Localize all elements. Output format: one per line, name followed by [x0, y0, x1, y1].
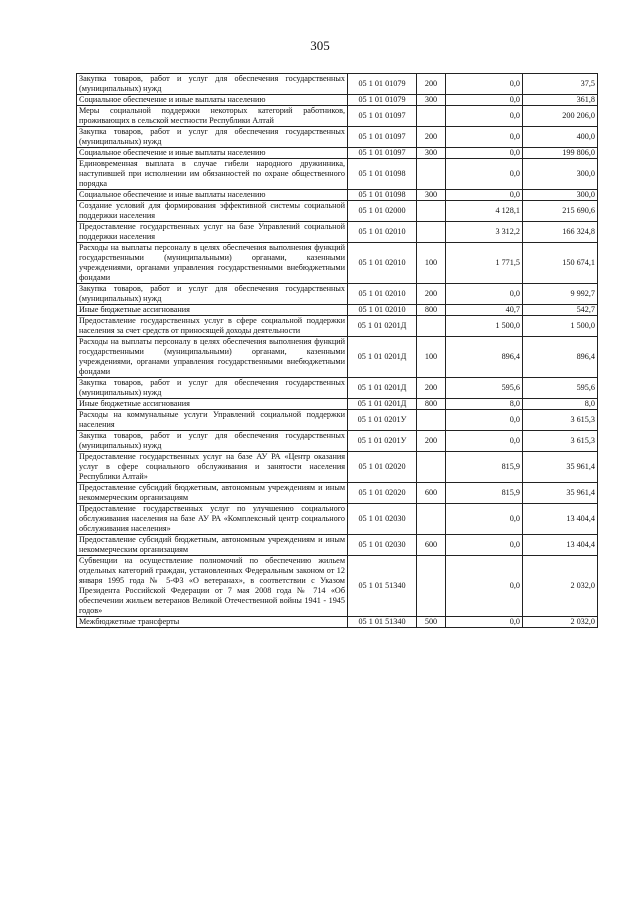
table-row: [77, 74, 598, 95]
row-value1-cell: 0,0: [446, 410, 523, 431]
table-row: [77, 148, 598, 159]
row-value2-cell: 400,0: [523, 127, 598, 148]
table-row: [77, 399, 598, 410]
row-value1-cell: 0,0: [446, 95, 523, 106]
row-type-cell: [417, 556, 446, 617]
row-type-cell: 100: [417, 337, 446, 378]
row-value2-cell: 8,0: [523, 399, 598, 410]
row-code-cell: 05 1 01 0201У: [348, 431, 417, 452]
row-name-cell: Расходы на выплаты персоналу в целях обеспечения выполнения функций государственными (муниципальными) органами, казенными учреждениями, органами управления государственными внебюджетными фондами: [77, 243, 348, 284]
row-name-cell: Закупка товаров, работ и услуг для обеспечения государственных (муниципальных) нужд: [77, 378, 348, 399]
table-row: [77, 483, 598, 504]
row-value2-cell: 3 615,3: [523, 431, 598, 452]
row-value2-cell: 35 961,4: [523, 483, 598, 504]
table-row: [77, 201, 598, 222]
row-code-cell: 05 1 01 0201Д: [348, 399, 417, 410]
row-name-cell: Создание условий для формирования эффективной системы социальной поддержки населения: [77, 201, 348, 222]
table-row: [77, 106, 598, 127]
row-name-cell: Закупка товаров, работ и услуг для обеспечения государственных (муниципальных) нужд: [77, 74, 348, 95]
row-value1-cell: 0,0: [446, 74, 523, 95]
row-name-cell: Расходы на выплаты персоналу в целях обеспечения выполнения функций государственными (муниципальными) органами, казенными учреждениями, органами управления государственными внебюджетными фондами: [77, 337, 348, 378]
row-value1-cell: 3 312,2: [446, 222, 523, 243]
row-type-cell: 300: [417, 148, 446, 159]
row-code-cell: 05 1 01 02030: [348, 535, 417, 556]
row-value2-cell: 1 500,0: [523, 316, 598, 337]
row-name-cell: Социальное обеспечение и иные выплаты населению: [77, 95, 348, 106]
row-type-cell: 100: [417, 243, 446, 284]
table-row: [77, 617, 598, 628]
row-name-cell: Межбюджетные трансферты: [77, 617, 348, 628]
row-value1-cell: 0,0: [446, 556, 523, 617]
row-name-cell: Единовременная выплата в случае гибели народного дружинника, наступившей при исполнении им обязанностей по охране общественного порядка: [77, 159, 348, 190]
table-row: [77, 243, 598, 284]
row-code-cell: 05 1 01 02010: [348, 284, 417, 305]
row-name-cell: Субвенции на осуществление полномочий по обеспечению жильем отдельных категорий граждан, установленных Федеральным законом от 12 января 1995 года № 5-ФЗ «О ветеранах», в соответствии с Указом Президента Российской Федерации от 7 мая 2008 года № 714 «Об обеспечении жильем ветеранов Великой Отечественной войны 1941 - 1945 годов»: [77, 556, 348, 617]
row-value2-cell: 2 032,0: [523, 617, 598, 628]
row-code-cell: 05 1 01 51340: [348, 556, 417, 617]
table-row: [77, 316, 598, 337]
table-row: [77, 556, 598, 617]
row-value2-cell: 361,8: [523, 95, 598, 106]
row-value2-cell: 150 674,1: [523, 243, 598, 284]
row-type-cell: [417, 222, 446, 243]
row-type-cell: [417, 106, 446, 127]
row-value2-cell: 13 404,4: [523, 504, 598, 535]
row-type-cell: 200: [417, 431, 446, 452]
row-code-cell: 05 1 01 01098: [348, 159, 417, 190]
row-code-cell: 05 1 01 02020: [348, 483, 417, 504]
row-value2-cell: 37,5: [523, 74, 598, 95]
row-value2-cell: 896,4: [523, 337, 598, 378]
row-code-cell: 05 1 01 02030: [348, 504, 417, 535]
row-value1-cell: 815,9: [446, 483, 523, 504]
table-row: [77, 284, 598, 305]
row-type-cell: 600: [417, 483, 446, 504]
row-code-cell: 05 1 01 01079: [348, 74, 417, 95]
row-name-cell: Закупка товаров, работ и услуг для обеспечения государственных (муниципальных) нужд: [77, 127, 348, 148]
row-value2-cell: 35 961,4: [523, 452, 598, 483]
row-type-cell: [417, 316, 446, 337]
table-row: [77, 452, 598, 483]
row-type-cell: 800: [417, 399, 446, 410]
row-value1-cell: 815,9: [446, 452, 523, 483]
row-value2-cell: 542,7: [523, 305, 598, 316]
row-code-cell: 05 1 01 0201Д: [348, 378, 417, 399]
row-name-cell: Предоставление государственных услуг в сфере социальной поддержки населения за счет средств от приносящей доходы деятельности: [77, 316, 348, 337]
table-row: [77, 535, 598, 556]
budget-table: [76, 73, 598, 628]
row-value1-cell: 0,0: [446, 159, 523, 190]
budget-table-body: [77, 74, 598, 628]
row-code-cell: 05 1 01 01098: [348, 190, 417, 201]
row-type-cell: 200: [417, 284, 446, 305]
row-value2-cell: 300,0: [523, 159, 598, 190]
row-value1-cell: 0,0: [446, 535, 523, 556]
row-value2-cell: 215 690,6: [523, 201, 598, 222]
table-row: [77, 95, 598, 106]
row-code-cell: 05 1 01 0201У: [348, 410, 417, 431]
row-code-cell: 05 1 01 51340: [348, 617, 417, 628]
row-value2-cell: 166 324,8: [523, 222, 598, 243]
row-type-cell: 800: [417, 305, 446, 316]
row-name-cell: Закупка товаров, работ и услуг для обеспечения государственных (муниципальных) нужд: [77, 431, 348, 452]
row-name-cell: Предоставление государственных услуг на базе Управлений социальной поддержки населения: [77, 222, 348, 243]
row-name-cell: Предоставление субсидий бюджетным, автономным учреждениям и иным некоммерческим организациям: [77, 483, 348, 504]
table-row: [77, 190, 598, 201]
row-name-cell: Предоставление субсидий бюджетным, автономным учреждениям и иным некоммерческим организациям: [77, 535, 348, 556]
row-type-cell: [417, 410, 446, 431]
table-row: [77, 504, 598, 535]
row-value1-cell: 0,0: [446, 431, 523, 452]
row-type-cell: 300: [417, 95, 446, 106]
table-row: [77, 378, 598, 399]
row-name-cell: Меры социальной поддержки некоторых категорий работников, проживающих в сельской местности Республики Алтай: [77, 106, 348, 127]
row-name-cell: Закупка товаров, работ и услуг для обеспечения государственных (муниципальных) нужд: [77, 284, 348, 305]
row-value2-cell: 300,0: [523, 190, 598, 201]
row-code-cell: 05 1 01 02000: [348, 201, 417, 222]
row-name-cell: Социальное обеспечение и иные выплаты населению: [77, 190, 348, 201]
table-row: [77, 431, 598, 452]
page-number: 305: [310, 38, 330, 53]
row-value1-cell: 1 500,0: [446, 316, 523, 337]
table-row: [77, 305, 598, 316]
row-code-cell: 05 1 01 01097: [348, 127, 417, 148]
row-value1-cell: 0,0: [446, 284, 523, 305]
row-code-cell: 05 1 01 0201Д: [348, 337, 417, 378]
table-row: [77, 337, 598, 378]
row-value1-cell: 0,0: [446, 106, 523, 127]
table-row: [77, 222, 598, 243]
row-value1-cell: 1 771,5: [446, 243, 523, 284]
row-value1-cell: 595,6: [446, 378, 523, 399]
row-code-cell: 05 1 01 02010: [348, 243, 417, 284]
row-type-cell: 600: [417, 535, 446, 556]
row-name-cell: Предоставление государственных услуг по улучшению социального обслуживания населения на базе АУ РА «Комплексный центр социального обслуживания населения»: [77, 504, 348, 535]
row-name-cell: Иные бюджетные ассигнования: [77, 305, 348, 316]
row-value1-cell: 0,0: [446, 190, 523, 201]
row-code-cell: 05 1 01 02020: [348, 452, 417, 483]
row-code-cell: 05 1 01 01079: [348, 95, 417, 106]
row-value1-cell: 0,0: [446, 504, 523, 535]
row-type-cell: 200: [417, 74, 446, 95]
row-value1-cell: 0,0: [446, 127, 523, 148]
row-type-cell: [417, 201, 446, 222]
row-type-cell: [417, 504, 446, 535]
table-row: [77, 410, 598, 431]
row-value1-cell: 8,0: [446, 399, 523, 410]
row-type-cell: 200: [417, 127, 446, 148]
row-value1-cell: 4 128,1: [446, 201, 523, 222]
row-value2-cell: 13 404,4: [523, 535, 598, 556]
row-type-cell: 200: [417, 378, 446, 399]
row-type-cell: [417, 452, 446, 483]
row-name-cell: Социальное обеспечение и иные выплаты населению: [77, 148, 348, 159]
row-value1-cell: 0,0: [446, 617, 523, 628]
row-value2-cell: 199 806,0: [523, 148, 598, 159]
row-value2-cell: 200 206,0: [523, 106, 598, 127]
row-value2-cell: 2 032,0: [523, 556, 598, 617]
row-name-cell: Расходы на коммунальные услуги Управлений социальной поддержки населения: [77, 410, 348, 431]
table-row: [77, 127, 598, 148]
row-code-cell: 05 1 01 02010: [348, 222, 417, 243]
row-value1-cell: 896,4: [446, 337, 523, 378]
row-value2-cell: 595,6: [523, 378, 598, 399]
row-type-cell: 300: [417, 190, 446, 201]
row-value2-cell: 3 615,3: [523, 410, 598, 431]
row-value1-cell: 40,7: [446, 305, 523, 316]
row-code-cell: 05 1 01 01097: [348, 148, 417, 159]
row-name-cell: Предоставление государственных услуг на базе АУ РА «Центр оказания услуг в сфере социального обслуживания и занятости населения Республики Алтай»: [77, 452, 348, 483]
row-value2-cell: 9 992,7: [523, 284, 598, 305]
row-value1-cell: 0,0: [446, 148, 523, 159]
row-code-cell: 05 1 01 01097: [348, 106, 417, 127]
row-type-cell: 500: [417, 617, 446, 628]
table-row: [77, 159, 598, 190]
row-code-cell: 05 1 01 0201Д: [348, 316, 417, 337]
row-type-cell: [417, 159, 446, 190]
row-code-cell: 05 1 01 02010: [348, 305, 417, 316]
row-name-cell: Иные бюджетные ассигнования: [77, 399, 348, 410]
